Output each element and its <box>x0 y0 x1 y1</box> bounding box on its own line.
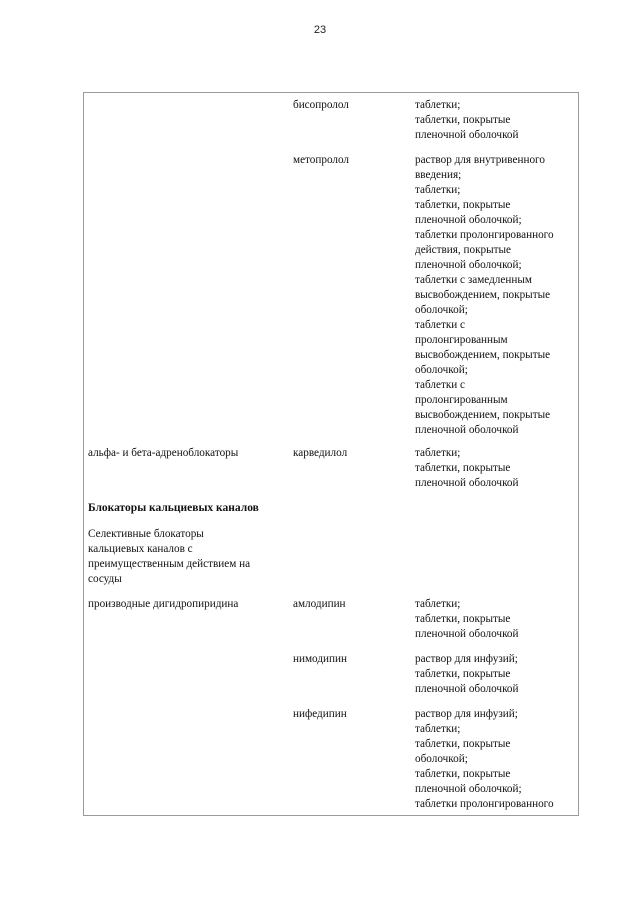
section-heading: Блокаторы кальциевых каналов <box>88 502 259 514</box>
drug-name-cell: амлодипин <box>293 598 346 610</box>
dosage-forms-cell: раствор для внутривенного введения; таблетки; таблетки, покрытые пленочной оболочкой; таблетки пролонгированного действия, покрытые пленочной оболочкой; таблетки с замедленным высвобождением, покрытые оболочкой; таблетки с пролонгированным высвобождением, покрытые оболочкой; таблетки с пролонгированным высвобождением, покрытые пленочной оболочкой <box>415 154 554 436</box>
page-number: 23 <box>313 24 327 36</box>
group-cell: производные дигидропиридина <box>88 598 239 610</box>
drug-table <box>83 92 579 816</box>
drug-name-cell: метопролол <box>293 154 350 166</box>
dosage-forms-cell: таблетки; таблетки, покрытые пленочной оболочкой <box>415 99 519 141</box>
group-cell: Селективные блокаторы кальциевых каналов с преимущественным действием на сосуды <box>88 528 251 585</box>
drug-name-cell: нифедипин <box>293 708 347 720</box>
dosage-forms-cell: таблетки; таблетки, покрытые пленочной оболочкой <box>415 598 519 640</box>
dosage-forms-cell: раствор для инфузий; таблетки; таблетки, покрытые оболочкой; таблетки, покрытые пленочной оболочкой; таблетки пролонгированного <box>415 708 554 810</box>
dosage-forms-cell: раствор для инфузий; таблетки, покрытые пленочной оболочкой <box>415 653 519 695</box>
drug-name-cell: нимодипин <box>293 653 347 665</box>
drug-name-cell: карведилол <box>293 447 348 459</box>
group-cell: альфа- и бета-адреноблокаторы <box>88 447 239 459</box>
dosage-forms-cell: таблетки; таблетки, покрытые пленочной оболочкой <box>415 447 519 489</box>
drug-name-cell: бисопролол <box>293 99 349 111</box>
